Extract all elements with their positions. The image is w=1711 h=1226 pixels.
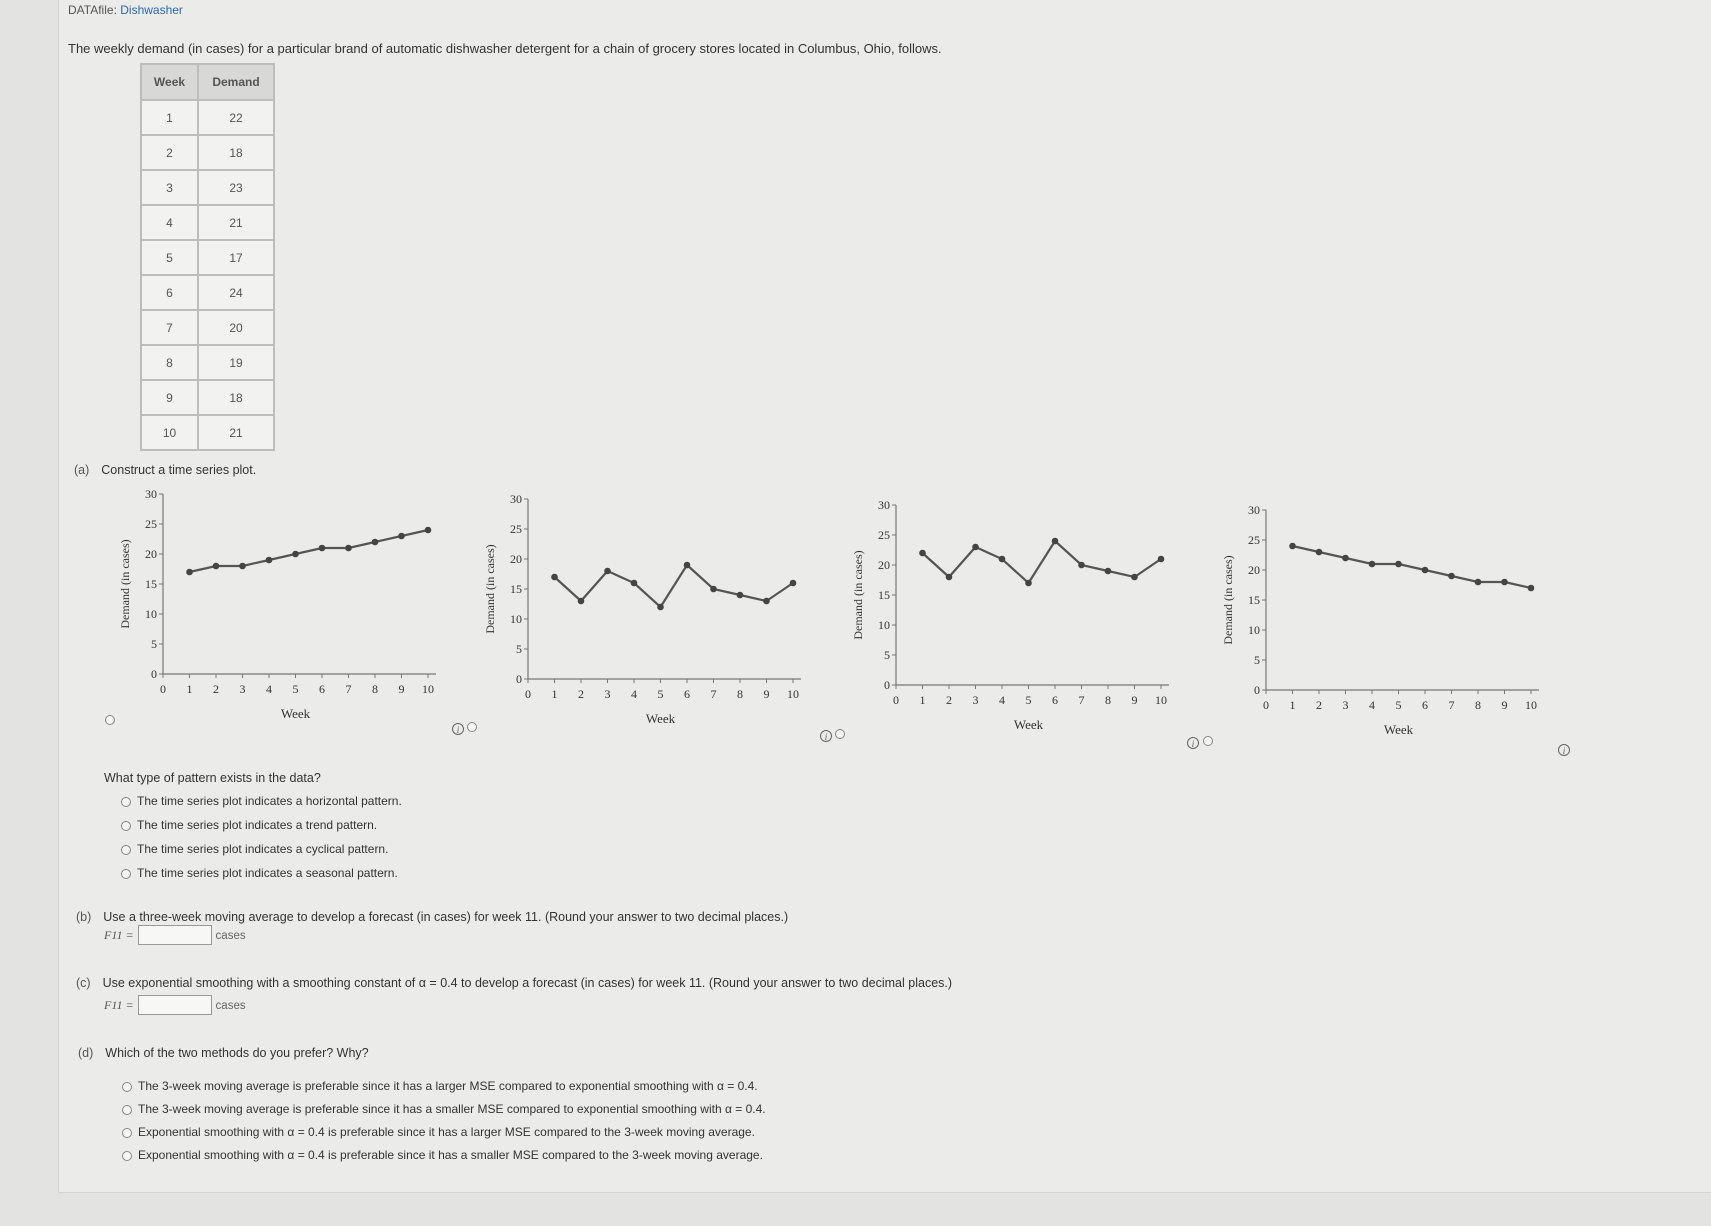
- table-row: [141, 275, 274, 310]
- column-header-week: Week: [141, 64, 198, 100]
- week-cell: 4: [141, 205, 198, 240]
- demand-cell: 19: [198, 345, 274, 380]
- plot-option-1-radio[interactable]: [105, 715, 115, 725]
- method-option[interactable]: [122, 1102, 766, 1116]
- data-point: [1475, 579, 1482, 586]
- method-option-label: The 3-week moving average is preferable since it has a larger MSE compared to exponential smoothing with α = 0.4.: [138, 1079, 758, 1093]
- x-tick-label: 1: [919, 693, 926, 707]
- x-tick-label: 5: [657, 687, 664, 701]
- x-tick-label: 0: [160, 682, 166, 696]
- part-c-label: (c): [76, 976, 91, 990]
- data-point: [604, 568, 611, 575]
- data-point: [213, 563, 220, 570]
- data-point: [1395, 561, 1402, 568]
- method-option[interactable]: [122, 1079, 758, 1093]
- data-point: [1105, 568, 1112, 575]
- data-point: [578, 598, 585, 605]
- x-tick-label: 8: [372, 682, 378, 696]
- week-cell: 2: [141, 135, 198, 170]
- method-option-radio[interactable]: [122, 1082, 132, 1092]
- series-line: [190, 530, 429, 572]
- y-axis-label: Demand (in cases): [483, 544, 497, 634]
- pattern-option-label: The time series plot indicates a seasonal pattern.: [137, 866, 398, 880]
- week-cell: 8: [141, 345, 198, 380]
- x-axis-label: Week: [645, 711, 676, 726]
- x-tick-label: 0: [525, 687, 531, 701]
- week-cell: 10: [141, 415, 198, 450]
- exponential-smoothing-forecast-input[interactable]: [138, 995, 212, 1015]
- table-row: [141, 100, 274, 135]
- plot-option-2-radio[interactable]: [467, 722, 477, 732]
- pattern-option-label: The time series plot indicates a cyclical pattern.: [137, 842, 389, 856]
- data-point: [790, 580, 797, 587]
- y-tick-label: 25: [1248, 533, 1260, 547]
- y-tick-label: 25: [145, 517, 157, 531]
- x-tick-label: 9: [1501, 698, 1508, 712]
- data-point: [1158, 556, 1165, 563]
- data-point: [1369, 561, 1376, 568]
- method-option[interactable]: [122, 1125, 755, 1139]
- pattern-option[interactable]: [121, 818, 377, 832]
- info-icon[interactable]: i: [820, 730, 832, 742]
- column-header-demand: Demand: [198, 64, 274, 100]
- pattern-option[interactable]: [121, 866, 398, 880]
- demand-cell: 21: [198, 205, 274, 240]
- part-c-prompt: [76, 976, 952, 990]
- data-point: [1289, 543, 1296, 550]
- x-tick-label: 3: [972, 693, 979, 707]
- demand-cell: 18: [198, 135, 274, 170]
- week-cell: 5: [141, 240, 198, 275]
- part-b-text: Use a three-week moving average to develop a forecast (in cases) for week 11. (Round your answer to two decimal places.): [103, 910, 789, 924]
- plot-option-3-radio[interactable]: [835, 729, 845, 739]
- x-tick-label: 10: [1525, 698, 1537, 712]
- table-row: [141, 205, 274, 240]
- y-tick-label: 20: [1248, 563, 1260, 577]
- x-tick-label: 6: [684, 687, 690, 701]
- series-line: [1293, 546, 1532, 588]
- table-header-row: [141, 64, 274, 100]
- data-point: [239, 563, 246, 570]
- data-point: [919, 550, 926, 557]
- data-point: [551, 574, 558, 581]
- moving-average-forecast-input[interactable]: [138, 925, 212, 945]
- table-row: [141, 135, 274, 170]
- data-point: [1316, 549, 1323, 556]
- data-point: [1448, 573, 1455, 580]
- y-tick-label: 20: [510, 552, 522, 566]
- demand-cell: 24: [198, 275, 274, 310]
- x-tick-label: 9: [398, 682, 405, 696]
- data-point: [763, 598, 770, 605]
- part-b-answer-row: [104, 925, 246, 945]
- y-tick-label: 0: [516, 672, 522, 686]
- week-cell: 3: [141, 170, 198, 205]
- week-cell: 6: [141, 275, 198, 310]
- time-series-plot-option-2: [480, 491, 820, 741]
- x-tick-label: 4: [1369, 698, 1375, 712]
- datafile-prefix: DATAfile:: [68, 3, 121, 17]
- data-point: [657, 604, 664, 611]
- pattern-option-radio[interactable]: [121, 797, 131, 807]
- unit-label: cases: [215, 1000, 246, 1013]
- y-axis-label: Demand (in cases): [1221, 555, 1235, 645]
- unit-label: cases: [215, 930, 246, 943]
- x-tick-label: 7: [1448, 698, 1455, 712]
- table-row: [141, 415, 274, 450]
- method-option-label: The 3-week moving average is preferable since it has a smaller MSE compared to exponential smoothing with α = 0.4.: [138, 1102, 766, 1116]
- table-row: [141, 380, 274, 415]
- demand-cell: 17: [198, 240, 274, 275]
- demand-cell: 21: [198, 415, 274, 450]
- time-series-plot-option-1: [115, 486, 455, 736]
- x-tick-label: 5: [1025, 693, 1032, 707]
- part-c-text: Use exponential smoothing with a smoothing constant of α = 0.4 to develop a forecast (in cases) for week 11. (Round your answer to two decimal places.): [102, 976, 953, 990]
- y-tick-label: 5: [1254, 653, 1260, 667]
- time-series-plot-option-4: [1218, 502, 1558, 752]
- y-tick-label: 0: [1254, 683, 1260, 697]
- x-tick-label: 2: [1316, 698, 1322, 712]
- x-tick-label: 4: [631, 687, 637, 701]
- x-tick-label: 1: [1289, 698, 1296, 712]
- y-tick-label: 15: [878, 588, 890, 602]
- method-option-label: Exponential smoothing with α = 0.4 is preferable since it has a larger MSE compared to the 3-week moving average.: [138, 1125, 755, 1139]
- part-a-label: (a): [74, 463, 90, 477]
- y-tick-label: 30: [1248, 503, 1260, 517]
- part-c-answer-row: [104, 995, 246, 1015]
- x-tick-label: 1: [186, 682, 193, 696]
- y-tick-label: 0: [884, 678, 890, 692]
- datafile-link[interactable]: Dishwasher: [120, 3, 183, 17]
- method-option[interactable]: [122, 1148, 763, 1162]
- x-tick-label: 3: [239, 682, 246, 696]
- y-tick-label: 30: [145, 487, 157, 501]
- x-tick-label: 8: [737, 687, 743, 701]
- method-option-radio[interactable]: [122, 1128, 132, 1138]
- data-point: [425, 527, 432, 534]
- info-icon[interactable]: i: [1558, 744, 1570, 756]
- info-icon[interactable]: i: [452, 723, 464, 735]
- data-point: [710, 586, 717, 593]
- week-cell: 1: [141, 100, 198, 135]
- data-point: [319, 545, 326, 552]
- x-tick-label: 5: [292, 682, 299, 696]
- info-icon[interactable]: i: [1187, 737, 1199, 749]
- table-row: [141, 310, 274, 345]
- forecast-variable: F11 =: [104, 998, 134, 1013]
- y-tick-label: 15: [145, 577, 157, 591]
- demand-cell: 20: [198, 310, 274, 345]
- x-tick-label: 2: [946, 693, 952, 707]
- forecast-variable: F11 =: [104, 928, 134, 943]
- pattern-option[interactable]: [121, 842, 388, 856]
- data-point: [684, 562, 691, 569]
- y-tick-label: 10: [878, 618, 890, 632]
- table-body: [141, 100, 274, 450]
- x-axis-label: Week: [280, 706, 311, 721]
- part-d-label: (d): [78, 1046, 94, 1060]
- x-tick-label: 0: [1263, 698, 1269, 712]
- time-series-plot-option-3: [848, 497, 1188, 747]
- demand-cell: 23: [198, 170, 274, 205]
- data-point: [1078, 562, 1085, 569]
- part-a-prompt: [74, 463, 256, 477]
- series-line: [555, 565, 794, 607]
- part-d-text: Which of the two methods do you prefer? Why?: [105, 1046, 369, 1060]
- demand-table: [140, 63, 275, 451]
- pattern-option-label: The time series plot indicates a trend pattern.: [137, 818, 378, 832]
- demand-cell: 18: [198, 380, 274, 415]
- data-point: [972, 544, 979, 551]
- data-point: [631, 580, 638, 587]
- data-point: [1422, 567, 1429, 574]
- method-option-radio[interactable]: [122, 1151, 132, 1161]
- y-tick-label: 5: [884, 648, 890, 662]
- x-tick-label: 3: [1342, 698, 1349, 712]
- data-point: [266, 557, 273, 564]
- method-option-radio[interactable]: [122, 1105, 132, 1115]
- pattern-option-label: The time series plot indicates a horizontal pattern.: [137, 794, 402, 808]
- x-tick-label: 6: [1052, 693, 1058, 707]
- data-point: [372, 539, 379, 546]
- x-tick-label: 8: [1475, 698, 1481, 712]
- part-b-label: (b): [76, 910, 92, 924]
- table-row: [141, 345, 274, 380]
- data-point: [1052, 538, 1059, 545]
- data-point: [1528, 585, 1535, 592]
- x-tick-label: 9: [1131, 693, 1138, 707]
- pattern-option-radio[interactable]: [121, 869, 131, 879]
- x-tick-label: 1: [551, 687, 558, 701]
- part-a-text: Construct a time series plot.: [101, 463, 257, 477]
- plot-option-4-radio[interactable]: [1203, 736, 1213, 746]
- x-tick-label: 10: [422, 682, 434, 696]
- x-axis-label: Week: [1383, 722, 1414, 737]
- table-row: [141, 170, 274, 205]
- part-b-prompt: [76, 910, 788, 924]
- y-tick-label: 20: [878, 558, 890, 572]
- data-point: [1025, 580, 1032, 587]
- data-point: [999, 556, 1006, 563]
- x-tick-label: 10: [787, 687, 799, 701]
- x-tick-label: 6: [1422, 698, 1428, 712]
- data-point: [292, 551, 299, 558]
- x-tick-label: 6: [319, 682, 325, 696]
- y-axis-label: Demand (in cases): [118, 539, 132, 629]
- pattern-question: What type of pattern exists in the data?: [104, 771, 321, 785]
- data-point: [398, 533, 405, 540]
- data-point: [1501, 579, 1508, 586]
- y-tick-label: 5: [516, 642, 522, 656]
- x-tick-label: 8: [1105, 693, 1111, 707]
- x-tick-label: 7: [710, 687, 717, 701]
- method-option-label: Exponential smoothing with α = 0.4 is preferable since it has a smaller MSE compared to the 3-week moving average.: [138, 1148, 763, 1162]
- y-tick-label: 15: [1248, 593, 1260, 607]
- x-tick-label: 4: [266, 682, 272, 696]
- pattern-option[interactable]: [121, 794, 402, 808]
- part-d-prompt: [78, 1046, 369, 1060]
- data-point: [737, 592, 744, 599]
- pattern-option-radio[interactable]: [121, 821, 131, 831]
- x-tick-label: 2: [213, 682, 219, 696]
- demand-cell: 22: [198, 100, 274, 135]
- x-tick-label: 9: [763, 687, 770, 701]
- y-tick-label: 10: [1248, 623, 1260, 637]
- x-tick-label: 3: [604, 687, 611, 701]
- data-point: [345, 545, 352, 552]
- y-tick-label: 10: [510, 612, 522, 626]
- x-tick-label: 7: [1078, 693, 1085, 707]
- y-tick-label: 10: [145, 607, 157, 621]
- y-tick-label: 0: [151, 667, 157, 681]
- x-tick-label: 5: [1395, 698, 1402, 712]
- y-tick-label: 15: [510, 582, 522, 596]
- y-tick-label: 30: [510, 492, 522, 506]
- x-tick-label: 4: [999, 693, 1005, 707]
- data-point: [946, 574, 953, 581]
- week-cell: 9: [141, 380, 198, 415]
- datafile-header: [68, 3, 183, 17]
- x-tick-label: 2: [578, 687, 584, 701]
- x-tick-label: 7: [345, 682, 352, 696]
- series-line: [923, 541, 1162, 583]
- table-row: [141, 240, 274, 275]
- data-point: [1342, 555, 1349, 562]
- y-tick-label: 30: [878, 498, 890, 512]
- pattern-option-radio[interactable]: [121, 845, 131, 855]
- x-tick-label: 10: [1155, 693, 1167, 707]
- x-axis-label: Week: [1013, 717, 1044, 732]
- y-tick-label: 5: [151, 637, 157, 651]
- week-cell: 7: [141, 310, 198, 345]
- y-tick-label: 20: [145, 547, 157, 561]
- y-axis-label: Demand (in cases): [851, 550, 865, 640]
- data-point: [186, 569, 193, 576]
- x-tick-label: 0: [893, 693, 899, 707]
- y-tick-label: 25: [510, 522, 522, 536]
- y-tick-label: 25: [878, 528, 890, 542]
- problem-intro: The weekly demand (in cases) for a particular brand of automatic dishwasher detergent for a chain of grocery stores located in Columbus, Ohio, follows.: [68, 41, 942, 56]
- data-point: [1131, 574, 1138, 581]
